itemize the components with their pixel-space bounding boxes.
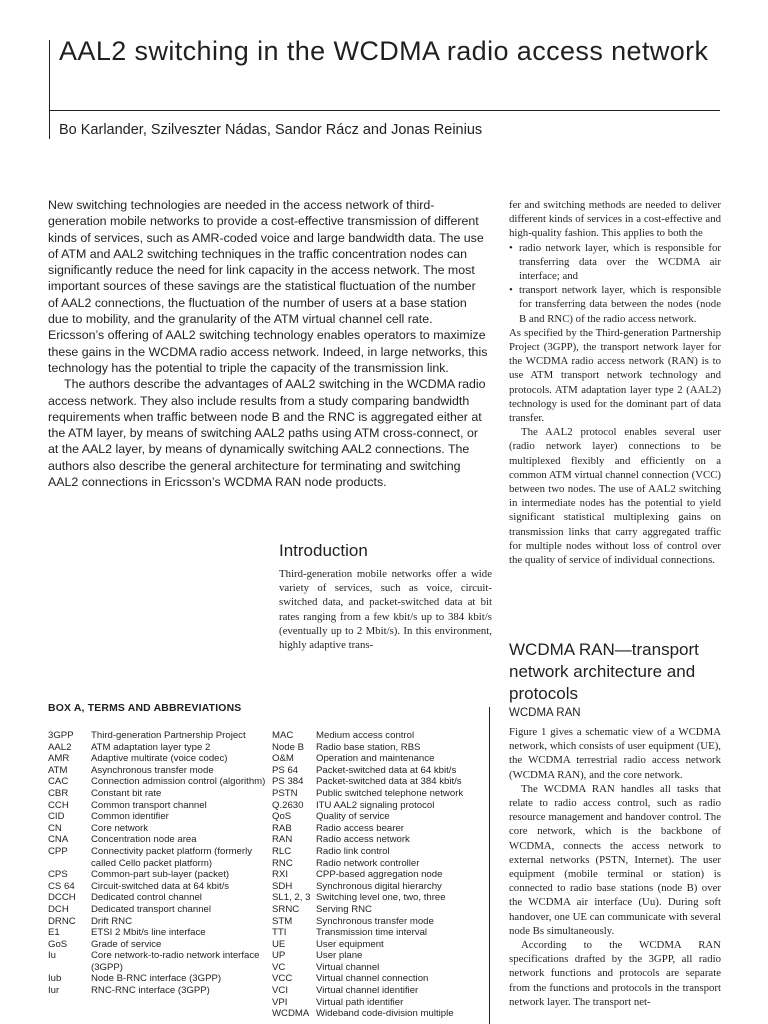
term-abbreviation: 3GPP [48,730,74,741]
term-definition: Core network [91,822,149,834]
body-paragraph: The AAL2 protocol enables several user (radio network layer) connections to be multiplexed flexibly and efficiently on a common ATM virtual channel connection (VCC) between two nodes. The use of AAL2 switching in intermediate nodes has the potential to yield significant statistical multiplexing gains on transmission links that carry aggregated traffic for multiple nodes without loss of control over the quality of service of individual connections. [509,426,721,567]
term-row [272,939,484,951]
term-definition: Virtual channel connection [316,973,429,985]
term-row [272,1008,484,1020]
term-abbreviation: PSTN [272,787,298,799]
ran-section-body [509,725,721,1009]
term-row [272,973,484,985]
term-abbreviation: PS 64 [272,764,299,776]
term-abbreviation: Q.2630 [272,799,304,811]
term-abbreviation: UE [272,938,286,950]
term-row [48,904,266,916]
term-definition: ATM adaptation layer type 2 [91,741,211,753]
term-row [48,939,266,951]
term-definition: Synchronous digital hierarchy [316,880,442,892]
term-row [272,869,484,881]
term-definition: Adaptive multirate (voice codec) [91,753,228,765]
term-abbreviation: RAB [272,822,292,834]
term-definition: Radio access network [316,834,410,846]
term-row [272,985,484,997]
introduction-paragraph: Third-generation mobile networks offer a wide variety of services, such as voice, circuit-switched data, and packet-switched data at bit rates ranging from a few kbit/s up to 384 kbit/s (eventually up to 2 Mbit/s). In this environment, highly adaptive trans- [279,568,492,652]
body-paragraph: According to the WCDMA RAN specifications drafted by the 3GPP, all radio network functions and protocols are separate from the functions and protocols in the transport network layer. The transport net- [509,939,721,1008]
term-definition: User plane [316,950,363,962]
term-definition: Connectivity packet platform (formerly called Cello packet platform) [91,845,253,869]
term-abbreviation: GoS [48,938,68,950]
term-abbreviation: SDH [272,880,293,892]
term-definition: Virtual channel identifier [316,985,419,997]
term-row [272,927,484,939]
term-abbreviation: CPP [48,845,68,857]
term-definition: Common identifier [91,811,169,823]
term-abbreviation: CNA [48,834,69,846]
term-abbreviation: VPI [272,996,288,1008]
term-row [272,811,484,823]
term-definition: Node B-RNC interface (3GPP) [91,973,222,985]
term-definition: Concentration node area [91,834,197,846]
term-definition: Virtual channel [316,961,380,973]
term-row [48,834,266,846]
term-row [48,776,266,788]
term-definition: Radio base station, RBS [316,741,421,753]
term-abbreviation: VCI [272,985,288,997]
term-row [272,881,484,893]
body-paragraph: As specified by the Third-generation Partnership Project (3GPP), the transport network layer for the WCDMA radio access network (RAN) is to use ATM transport network technology and protocols. ATM adaptation layer type 2 (AAL2) technology is used for the dominant part of data transfer. [509,326,721,425]
term-abbreviation: Node B [272,741,304,753]
authors: Bo Karlander, Szilveszter Nádas, Sandor Rácz and Jonas Reinius [59,122,483,138]
term-row [272,950,484,962]
term-definition: Synchronous transfer mode [316,915,434,927]
body-paragraph: Figure 1 gives a schematic view of a WCDMA network, which consists of user equipment (UE), the WCDMA terrestrial radio access network (WCDMA RAN), and the core network. [509,726,721,781]
term-row [48,950,266,973]
term-row [48,730,266,742]
term-abbreviation: RAN [272,834,293,846]
term-abbreviation: PS 384 [272,776,304,788]
term-definition: Dedicated transport channel [91,903,211,915]
term-row [48,916,266,928]
term-abbreviation: RLC [272,845,292,857]
term-definition: Radio link control [316,845,390,857]
term-abbreviation: CS 64 [48,880,75,892]
term-row [272,776,484,788]
title-rule-horizontal [49,110,720,111]
box-divider [489,707,490,1024]
term-abbreviation: CID [48,811,65,823]
term-definition: Operation and maintenance [316,753,435,765]
term-row [48,869,266,881]
term-definition: User equipment [316,938,384,950]
term-row [48,753,266,765]
term-row [272,730,484,742]
term-abbreviation: Iu [48,950,57,962]
term-definition: Radio network controller [316,857,420,869]
term-abbreviation: UP [272,950,286,962]
term-row [272,904,484,916]
term-abbreviation: E1 [48,927,60,939]
term-row [272,742,484,754]
term-definition: Packet-switched data at 64 kbit/s [316,764,457,776]
term-definition: Grade of service [91,938,162,950]
term-row [272,962,484,974]
term-definition: Virtual path identifier [316,996,404,1008]
term-abbreviation: DCCH [48,892,76,904]
bullet-item: • radio network layer, which is responsible for transferring data over the WCDMA air interface; and [509,241,721,284]
term-definition: ITU AAL2 signaling protocol [316,799,435,811]
term-row [272,788,484,800]
term-row [48,800,266,812]
abstract-paragraph: The authors describe the advantages of AAL2 switching in the WCDMA radio access network. They also include results from a study comparing bandwidth requirements when traffic between node B and the RNC is aggregated either at the ATM layer, by means of switching AAL2 paths using ATM cross-connect, or at the AAL2 layer, by means of dynamically switching AAL2 connections. The authors also describe the general architecture for terminating and switching AAL2 connections in Ericsson’s WCDMA RAN node products. [48,377,486,490]
term-definition: Dedicated control channel [91,892,202,904]
term-definition: Asynchronous transfer mode [91,764,214,776]
bullet-list [509,241,721,326]
term-definition: CPP-based aggregation node [316,869,443,881]
term-definition: Constant bit rate [91,787,162,799]
term-abbreviation: CPS [48,869,68,881]
term-row [48,892,266,904]
term-definition: Transmission time interval [316,927,428,939]
term-abbreviation: DCH [48,903,69,915]
term-definition: Connection admission control (algorithm) [91,776,266,788]
article-title: AAL2 switching in the WCDMA radio access network [59,36,709,66]
title-rule-vertical [49,40,50,139]
term-abbreviation: STM [272,915,293,927]
term-abbreviation: Iur [48,985,60,997]
term-definition: Serving RNC [316,903,372,915]
term-definition: Medium access control [316,730,415,741]
term-row [272,753,484,765]
term-abbreviation: RXI [272,869,288,881]
term-abbreviation: WCDMA [272,1008,310,1020]
term-row [48,985,266,997]
section-heading: WCDMA RAN—transport network architecture and protocols [509,640,699,703]
abstract [48,197,488,490]
introduction-heading: Introduction [279,541,368,560]
term-abbreviation: SL1, 2, 3 [272,892,311,904]
term-abbreviation: CCH [48,799,69,811]
term-row [272,800,484,812]
term-row [272,916,484,928]
term-row [48,765,266,777]
term-abbreviation: O&M [272,753,294,765]
term-row [48,973,266,985]
term-row [48,846,266,869]
body-paragraph: fer and switching methods are needed to deliver different kinds of services in a cost-effective and high-quality fashion. This applies to both the [509,199,721,240]
term-row [272,892,484,904]
term-definition: Third-generation Partnership Project [91,730,246,741]
terms-list-right [272,730,484,1020]
term-row [48,823,266,835]
term-definition: Common-part sub-layer (packet) [91,869,230,881]
term-abbreviation: VC [272,961,286,973]
subsection-heading: WCDMA RAN [509,707,581,719]
term-abbreviation: AMR [48,753,70,765]
term-abbreviation: CBR [48,787,69,799]
term-definition: Radio access bearer [316,822,404,834]
term-row [48,742,266,754]
term-abbreviation: AAL2 [48,741,72,753]
bullet-item: • transport network layer, which is responsible for transferring data between the nodes (node B and RNC) of the radio access network. [509,283,721,326]
term-definition: Common transport channel [91,799,207,811]
term-definition: Quality of service [316,811,390,823]
term-row [48,881,266,893]
term-definition: Packet-switched data at 384 kbit/s [316,776,462,788]
term-definition: Drift RNC [91,915,133,927]
term-definition: RNC-RNC interface (3GPP) [91,985,210,997]
term-row [48,788,266,800]
term-abbreviation: SRNC [272,903,300,915]
term-abbreviation: MAC [272,730,294,741]
term-definition: Public switched telephone network [316,787,464,799]
term-row [272,765,484,777]
term-row [272,834,484,846]
term-row [272,823,484,835]
body-paragraph: The WCDMA RAN handles all tasks that relate to radio access control, such as radio resource management and handover control. The core network, which is the backbone of WCDMA, connects the access network to external networks (PSTN, Internet). The user equipment (mobile terminal or station) is connected to radio base stations (node B) over the WCDMA air interface (Uu). During soft handover, one UE can communicate with several node Bs simultaneously. [509,782,721,937]
term-row [272,858,484,870]
terms-list-left [48,730,266,997]
term-abbreviation: CN [48,822,62,834]
term-definition: Core network-to-radio network interface (3GPP) [91,950,260,973]
term-abbreviation: QoS [272,811,292,823]
term-row [272,997,484,1009]
term-abbreviation: ATM [48,764,68,776]
term-abbreviation: RNC [272,857,293,869]
term-abbreviation: Iub [48,973,62,985]
term-row [48,811,266,823]
term-row [48,927,266,939]
term-row [272,846,484,858]
term-abbreviation: TTI [272,927,287,939]
term-definition: ETSI 2 Mbit/s line interface [91,927,206,939]
term-definition: Circuit-switched data at 64 kbit/s [91,880,230,892]
box-title: BOX A, TERMS AND ABBREVIATIONS [48,703,242,714]
right-column [509,198,721,567]
term-abbreviation: DRNC [48,915,76,927]
term-abbreviation: CAC [48,776,69,788]
abstract-paragraph: New switching technologies are needed in the access network of third-generation mobile networks to provide a cost-effective transmission of different kinds of services, such as AMR-coded voice and large bandwidth data. The use of ATM and AAL2 switching techniques in the traffic concentration nodes can significantly reduce the need for link capacity in the access network. The most important sources of these savings are the statistical fluctuation of the number of AAL2 connections, the fluctuation of the number of users at a base station due to mobility, and the granularity of the ATM virtual channel cell rate. Ericsson’s offering of AAL2 switching technology enables operators to maximize these gains in the WCDMA radio access network. Indeed, in large networks, this technology has the potential to triple the capacity of the transmission link. [48,198,488,375]
term-abbreviation: VCC [272,973,293,985]
term-definition: Switching level one, two, three [316,892,446,904]
term-definition: Wideband code-division multiple [316,1008,454,1020]
